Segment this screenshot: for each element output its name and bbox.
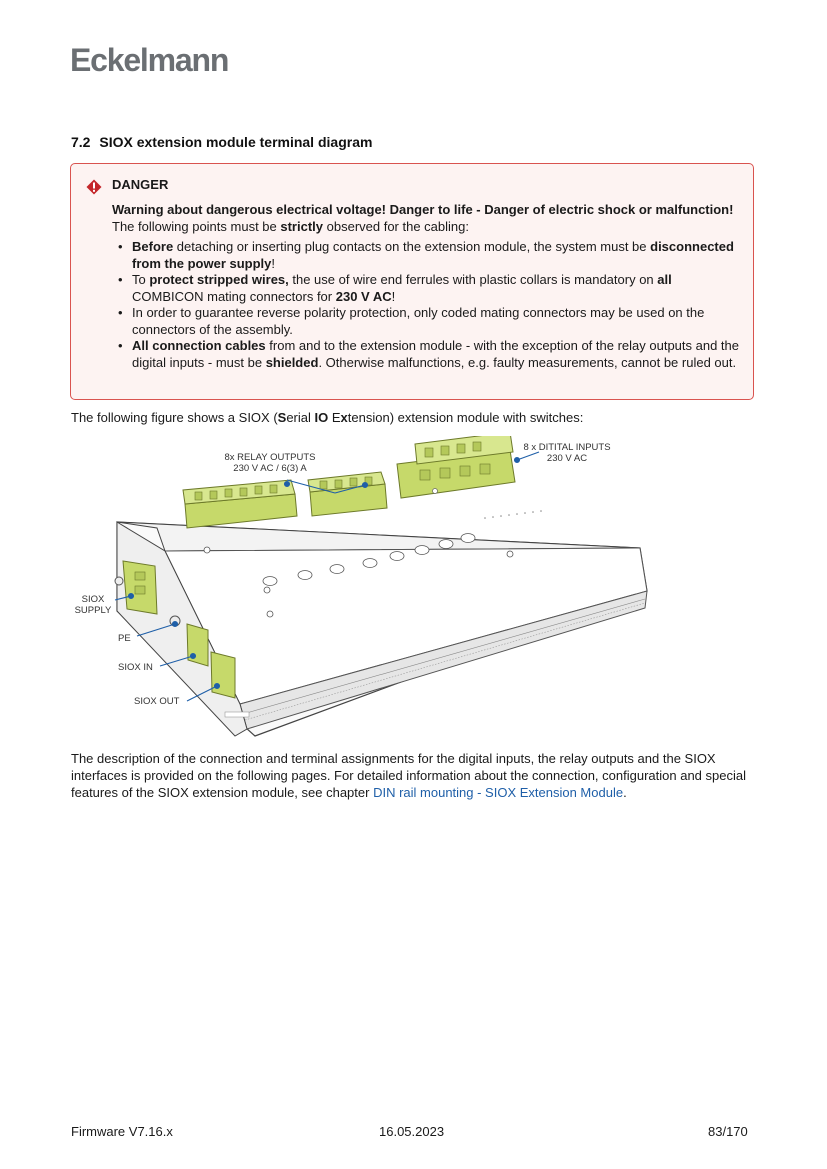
label-siox-out: SIOX OUT <box>134 696 180 707</box>
danger-body <box>112 202 746 371</box>
list-item: • Before detaching or inserting plug contacts on the extension module, the system must be disconnected from the power supply! <box>118 239 734 271</box>
danger-notice <box>70 163 754 400</box>
label-siox-in: SIOX IN <box>118 662 153 673</box>
list-item: • All connection cables from and to the extension module - with the exception of the relay outputs and the digital inputs - must be shielded. Otherwise malfunctions, e.g. faulty measurements, cannot be ruled out. <box>118 338 740 370</box>
label-siox-supply-2: SUPPLY <box>74 605 112 616</box>
label-relay-outputs-2: 230 V AC / 6(3) A <box>233 463 307 474</box>
chapter-link[interactable]: DIN rail mounting - SIOX Extension Module <box>373 785 624 800</box>
danger-warning: Warning about dangerous electrical voltage! Danger to life - Danger of electric shock or malfunction! The following points must be strictly observed for the cabling: <box>112 202 734 234</box>
danger-title: DANGER <box>112 177 169 192</box>
danger-warning-icon <box>86 179 102 195</box>
status-led-row <box>484 510 542 519</box>
section-title-text: SIOX extension module terminal diagram <box>99 134 373 150</box>
label-digital-inputs-2: 230 V AC <box>546 453 588 464</box>
siox-out-connector <box>211 652 235 698</box>
section-heading <box>71 134 372 150</box>
label-relay-outputs-1: 8x RELAY OUTPUTS <box>224 452 316 463</box>
label-digital-inputs-1: 8 x DITITAL INPUTS <box>523 442 611 453</box>
figure-intro: The following figure shows a SIOX (Serial IO Extension) extension module with switches: <box>71 410 584 425</box>
company-logo: Eckelmann <box>70 42 229 78</box>
list-item: • To protect stripped wires, the use of wire end ferrules with plastic collars is mandatory on all COMBICON mating connectors for 230 V AC! <box>118 272 672 304</box>
digital-input-connectors <box>397 436 515 498</box>
footer-firmware: Firmware V7.16.x <box>71 1124 173 1139</box>
section-number: 7.2 <box>71 134 91 150</box>
footer-page-number: 83/170 <box>708 1124 748 1139</box>
footer-date: 16.05.2023 <box>379 1124 445 1139</box>
description-paragraph: The description of the connection and terminal assignments for the digital inputs, the relay outputs and the SIOX interfaces is provided on the following pages. For detailed information about the connection, configuration and special features of the SIOX extension module, see chapter DIN rail mounting - SIOX Extension Module. <box>71 751 746 800</box>
relay-output-connectors <box>183 472 387 528</box>
label-siox-supply-1: SIOX <box>81 594 105 605</box>
siox-in-connector <box>187 624 208 666</box>
danger-list <box>112 239 746 371</box>
label-pe: PE <box>118 633 131 644</box>
siox-module-figure <box>65 436 665 746</box>
list-item: • In order to guarantee reverse polarity protection, only coded mating connectors may be used on the connectors of the assembly. <box>118 305 705 337</box>
